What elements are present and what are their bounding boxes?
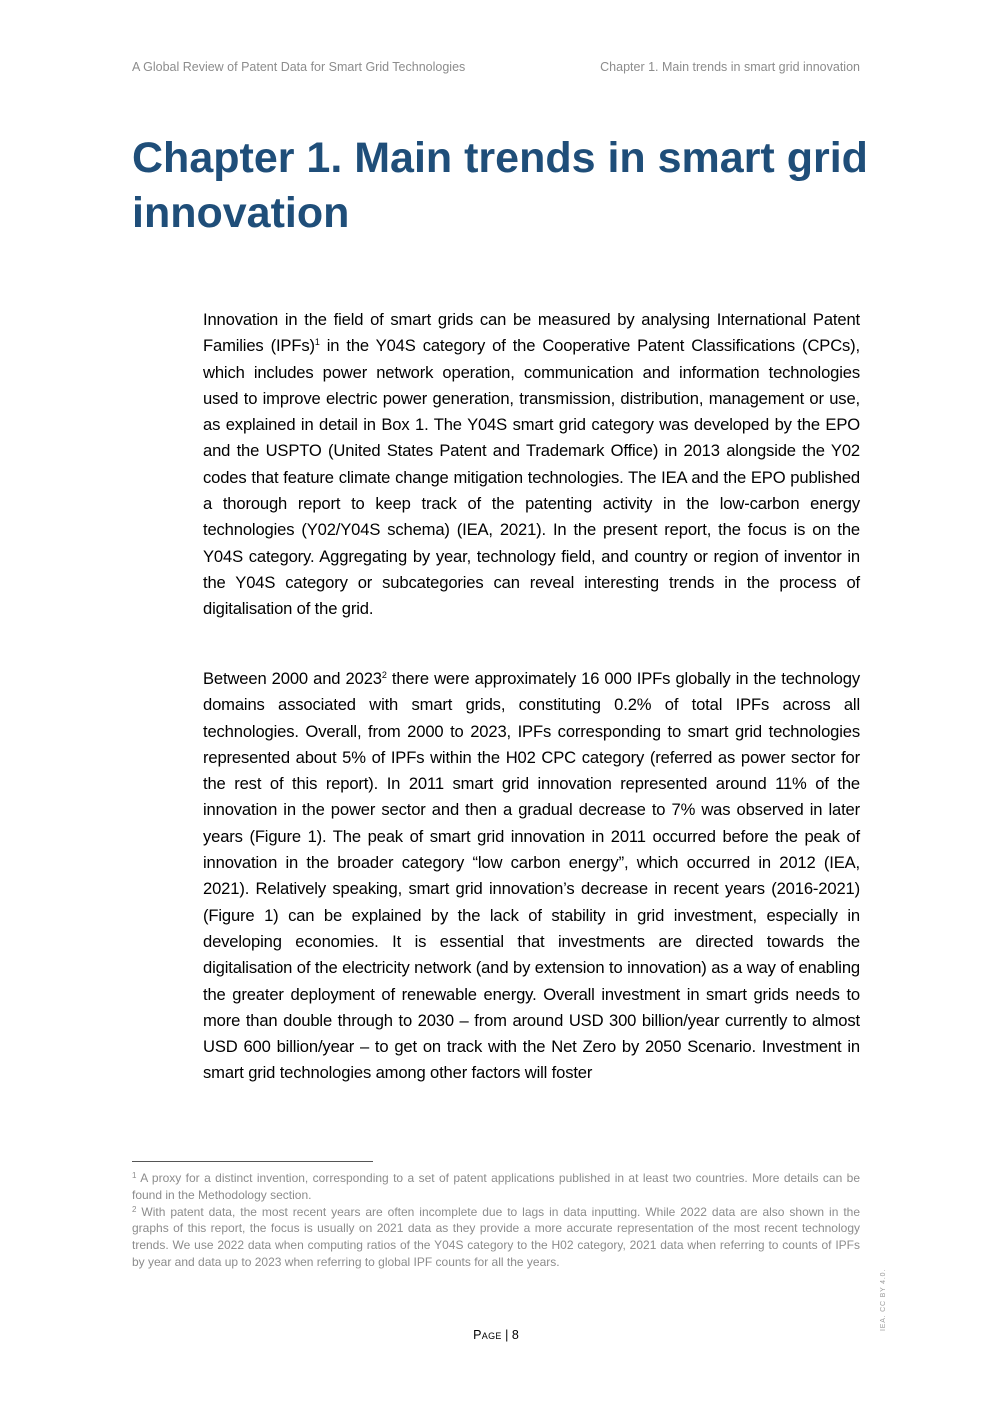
footnote-2: [132, 1204, 860, 1271]
footnotes: [132, 1170, 860, 1271]
license-credit: IEA. CC BY 4.0.: [880, 1268, 887, 1331]
paragraph-1-text-a: Innovation in the field of smart grids can be measured by analysing International Patent Families (IPFs): [203, 310, 860, 356]
footnote-1-number: 1: [132, 1171, 137, 1180]
running-header-left: A Global Review of Patent Data for Smart Grid Technologies: [132, 60, 466, 74]
body-paragraph-1: [203, 307, 860, 623]
footnote-1-text: A proxy for a distinct invention, corresponding to a set of patent applications published in at least two countries. More details can be found in the Methodology section.: [132, 1171, 860, 1202]
footnote-2-text: With patent data, the most recent years are often incomplete due to lags in data inputting. While 2022 data are also shown in the graphs of this report, the focus is usually on 2021 data as they provide a more accurate representation of the most recent technology trends. We use 2022 data when computing ratios of the Y04S category to the H02 category, 2021 data when referring to counts of IPFs by year and data up to 2023 when referring to global IPF counts for all the years.: [132, 1204, 860, 1269]
page-separator: |: [501, 1328, 512, 1342]
footnote-ref-1[interactable]: 1: [314, 337, 320, 348]
page-number: 8: [511, 1328, 519, 1342]
body-paragraph-2: [203, 666, 860, 1087]
footnote-1: [132, 1170, 860, 1204]
paragraph-2-text-a: Between 2000 and 2023: [203, 669, 382, 688]
chapter-title: Chapter 1. Main trends in smart grid innovation: [132, 134, 868, 237]
paragraph-1-text-b: in the Y04S category of the Cooperative Patent Classifications (CPCs), which includes power network operation, communication and information technologies used to improve electric power generation, transmission, distribution, management or use, as explained in detail in Box 1. The Y04S smart grid category was developed by the EPO and the USPTO (United States Patent and Trademark Office) in 2013 alongside the Y02 codes that feature climate change mitigation technologies. The IEA and the EPO published a thorough report to keep track of the patenting activity in the low-carbon energy technologies (Y02/Y04S schema) (IEA, 2021). In the present report, the focus is on the Y04S category. Aggregating by year, technology field, and country or region of inventor in the Y04S category or subcategories can reveal interesting trends in the process of digitalisation of the grid.: [203, 336, 861, 619]
page-label: Page: [473, 1328, 502, 1342]
paragraph-2-text-b: there were approximately 16 000 IPFs globally in the technology domains associated with smart grids, constituting 0.2% of total IPFs across all technologies. Overall, from 2000 to 2023, IPFs corresponding to smart grid technologies represented about 5% of IPFs within the H02 CPC category (referred as power sector for the rest of this report). In 2011 smart grid innovation represented around 11% of the innovation in the power sector and then a gradual decrease to 7% was observed in later years (Figure 1). The peak of smart grid innovation in 2011 occurred before the peak of innovation in the broader category “low carbon energy”, which occurred in 2012 (IEA, 2021). Relatively speaking, smart grid innovation’s decrease in recent years (2016-2021) (Figure 1) can be explained by the lack of stability in grid investment, especially in developing economies. It is essential that investments are directed towards the digitalisation of the electricity network (and by extension to innovation) as a way of enabling the greater deployment of renewable energy. Overall investment in smart grids needs to more than double through to 2030 – from around USD 300 billion/year currently to almost USD 600 billion/year – to get on track with the Net Zero by 2050 Scenario. Investment in smart grid technologies among other factors will foster: [203, 669, 860, 1083]
footnote-2-number: 2: [132, 1204, 137, 1214]
page-footer: [0, 1327, 992, 1343]
running-header-right: Chapter 1. Main trends in smart grid innovation: [600, 60, 860, 74]
footnote-divider: [132, 1161, 373, 1162]
footnote-ref-2[interactable]: 2: [381, 670, 387, 680]
